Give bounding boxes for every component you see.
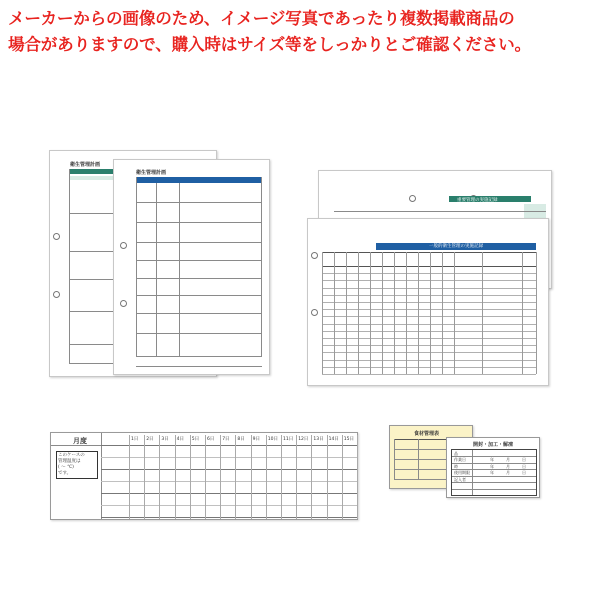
- record-row-line: [322, 295, 536, 296]
- label-date-cell: 月: [506, 463, 510, 469]
- plan-front-title: 衛生管理計画: [136, 170, 167, 176]
- record-row-line: [322, 280, 536, 281]
- record-row-line: [322, 316, 536, 317]
- punch-hole: [120, 242, 127, 249]
- punch-hole: [53, 233, 60, 240]
- label-card-title: 開封・加工・解凍: [473, 442, 514, 448]
- record-row-line: [322, 338, 536, 339]
- day-header-cell: 11日: [283, 437, 294, 442]
- food-card-title: 食材管理表: [414, 431, 440, 437]
- day-col-line: [175, 435, 176, 519]
- record-col-line: [482, 252, 483, 374]
- record-col-line: [430, 252, 431, 374]
- record-row-line: [322, 252, 536, 253]
- record-col-line: [382, 252, 383, 374]
- day-header-cell: 4日: [176, 437, 184, 442]
- temp-note-line-4: です。: [58, 471, 72, 476]
- day-col-line: [159, 435, 160, 519]
- day-col-line: [357, 435, 358, 519]
- label-date-cell: 年: [490, 457, 494, 463]
- label-card-table: [451, 449, 537, 496]
- label-date-cell: 日: [522, 457, 526, 463]
- day-row-line: [101, 505, 357, 506]
- day-header-cell: 8日: [237, 437, 245, 442]
- record-col-line: [346, 252, 347, 374]
- label-date-cell: 月: [506, 470, 510, 476]
- punch-hole: [409, 195, 416, 202]
- day-col-line: [251, 435, 252, 519]
- record-row-line: [322, 345, 536, 346]
- disclaimer-line-1: メーカーからの画像のため、イメージ写真であったり複数掲載商品の: [8, 9, 515, 28]
- day-col-line: [129, 435, 130, 519]
- day-col-line: [266, 435, 267, 519]
- record-front-header-bar: 一般的衛生管理の実施記録: [376, 243, 536, 250]
- label-date-cell: 日: [522, 470, 526, 476]
- day-header-cell: 13日: [313, 437, 324, 442]
- record-col-line: [442, 252, 443, 374]
- label-row-text: 品: [454, 451, 458, 456]
- record-row-line: [322, 273, 536, 274]
- day-header-cell: 6日: [207, 437, 215, 442]
- monthly-check-sheet: [50, 432, 358, 520]
- day-row-line: [101, 469, 357, 470]
- label-row-line: [452, 489, 536, 490]
- day-row-line: [101, 445, 357, 446]
- disclaimer-line-2: 場合がありますので、購入時はサイズ等をしっかりとご確認ください。: [8, 35, 531, 54]
- month-label: 月度: [73, 437, 87, 445]
- punch-hole: [311, 252, 318, 259]
- disclaimer-notice: [8, 6, 596, 58]
- day-col-line: [190, 435, 191, 519]
- day-row-line: [101, 457, 357, 458]
- record-sheet-front: [307, 218, 549, 386]
- day-header-cell: 3日: [161, 437, 169, 442]
- label-date-cell: 年: [490, 470, 494, 476]
- temp-note-line-2: 管理温度は: [58, 459, 81, 464]
- day-row-line: [101, 481, 357, 482]
- record-row-line: [322, 309, 536, 310]
- record-row-line: [322, 266, 536, 267]
- record-col-line: [394, 252, 395, 374]
- record-back-title: 重要管理の実施記録: [457, 198, 498, 203]
- day-col-line: [296, 435, 297, 519]
- record-col-line: [370, 252, 371, 374]
- record-row-line: [322, 324, 536, 325]
- day-header-cell: 5日: [191, 437, 200, 442]
- record-col-line: [358, 252, 359, 374]
- plan-front-header-bar: [136, 177, 262, 183]
- day-header-cell: 1日: [131, 437, 139, 442]
- temp-note-line-1: このケースの: [58, 453, 85, 458]
- day-header-cell: 14日: [328, 437, 339, 442]
- day-header-row: [129, 435, 357, 444]
- label-row-text: 作業日: [454, 457, 466, 463]
- record-row-line: [322, 352, 536, 353]
- label-date-cell: 年: [490, 463, 494, 469]
- record-row-line: [322, 367, 536, 368]
- day-col-line: [327, 435, 328, 519]
- record-col-line: [418, 252, 419, 374]
- punch-hole: [53, 291, 60, 298]
- day-col-line: [205, 435, 206, 519]
- day-header-cell: 7日: [222, 437, 230, 442]
- record-front-table: [322, 252, 536, 374]
- record-row-line: [322, 360, 536, 361]
- day-col-line: [281, 435, 282, 519]
- plan-sheet-front: [113, 159, 270, 375]
- label-col-line: [472, 450, 473, 495]
- day-header-cell: 15日: [343, 437, 355, 442]
- record-col-line: [406, 252, 407, 374]
- label-row-text: 時: [454, 463, 458, 469]
- record-col-line: [522, 252, 523, 374]
- label-row-text: 使用期限: [454, 470, 470, 476]
- day-header-cell: 2日: [146, 437, 154, 442]
- record-row-line: [322, 302, 536, 303]
- record-col-line: [454, 252, 455, 374]
- label-card: [446, 437, 540, 498]
- day-col-line: [311, 435, 312, 519]
- punch-hole: [120, 300, 127, 307]
- label-date-cell: 月: [506, 457, 510, 463]
- record-col-line: [536, 252, 537, 374]
- label-date-cell: 日: [522, 463, 526, 469]
- day-col-line: [144, 435, 145, 519]
- day-header-cell: 12日: [298, 437, 309, 442]
- label-row-text: 記入者: [454, 476, 466, 482]
- day-header-cell: 10日: [267, 437, 279, 442]
- day-col-line: [220, 435, 221, 519]
- day-row-line: [101, 517, 357, 518]
- temp-note-line-3: ( ～ ℃): [58, 465, 74, 470]
- punch-hole: [311, 309, 318, 316]
- record-row-line: [322, 288, 536, 289]
- day-check-grid: [101, 445, 357, 519]
- label-row-line: [452, 482, 536, 483]
- record-row-line: [322, 374, 536, 375]
- record-col-line: [322, 252, 323, 374]
- day-row-line: [101, 493, 357, 494]
- record-col-line: [334, 252, 335, 374]
- day-col-line: [235, 435, 236, 519]
- day-header-cell: 9日: [252, 437, 260, 442]
- record-row-line: [322, 331, 536, 332]
- day-col-line: [342, 435, 343, 519]
- plan-back-title: 衛生管理計画: [70, 162, 101, 168]
